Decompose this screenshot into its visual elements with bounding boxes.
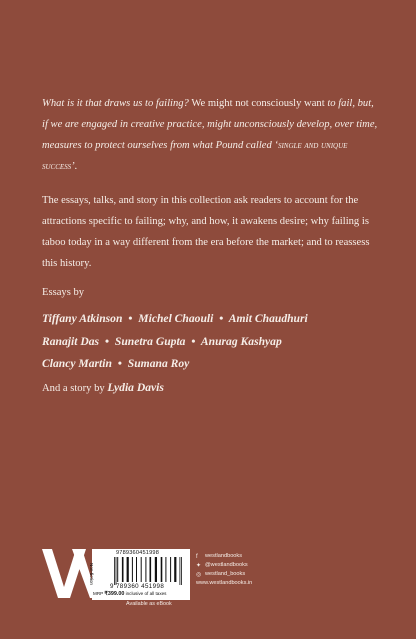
category-label: Non-fiction — [89, 563, 94, 585]
blurb-text-1: We might not consciously want — [191, 98, 325, 109]
author-separator: • — [117, 357, 122, 370]
barcode-bar — [127, 557, 129, 582]
mrp-note: inclusive of all taxes — [125, 591, 167, 596]
blurb-text-2: to fail, but, if we are engaged in creative practice, might unconsciously develop, over time, measures to protect ourselves from what Pound called — [42, 98, 378, 151]
essays-by-label: Essays by — [42, 287, 85, 298]
author-separator: • — [128, 312, 133, 325]
twitter-icon: ✦ — [196, 562, 202, 569]
barcode-bar — [155, 557, 157, 582]
blurb-paragraph-2: The essays, talks, and story in this collection ask readers to account for the attractions specific to failing; why, and how, it awakens desire; why failing is taboo today in a way different from the era before the market; and to reassess this history. — [42, 195, 370, 269]
social-handle: westland_books — [205, 571, 246, 577]
author-list — [42, 308, 392, 376]
barcode-bar — [180, 557, 181, 585]
facebook-icon: f — [196, 553, 198, 560]
story-credit — [42, 381, 164, 394]
barcode-bar — [141, 557, 142, 582]
social-handle: westlandbooks — [205, 553, 243, 559]
isbn-bottom-text: 9 789360 451998 — [110, 583, 165, 590]
author-name: Sunetra Gupta — [114, 334, 186, 348]
author-separator: • — [191, 334, 196, 348]
author-separator: • — [104, 334, 109, 348]
social-handle: @westlandbooks — [205, 562, 248, 568]
barcode-bar — [117, 557, 118, 582]
social-links — [196, 552, 252, 588]
barcode-bar — [132, 557, 133, 582]
blurb-quote: ‘single and unique success’. — [42, 140, 348, 172]
ebook-note: Available as eBook — [126, 601, 172, 607]
barcode-bar — [170, 557, 171, 582]
barcode-bar — [116, 557, 117, 585]
author-name: Tiffany Atkinson — [42, 312, 123, 325]
barcode-bar — [136, 557, 137, 582]
author-name: Michel Chaouli — [138, 312, 214, 325]
social-facebook[interactable] — [196, 552, 252, 561]
barcode-bar — [114, 557, 115, 585]
blurb-question: What is it that draws us to failing? — [42, 98, 189, 109]
instagram-icon: ◎ — [196, 571, 202, 578]
social-twitter[interactable] — [196, 561, 252, 570]
mrp-label: MRP — [93, 591, 104, 596]
barcode-bar — [145, 557, 146, 582]
barcode-bar — [174, 557, 176, 582]
story-author: Lydia Davis — [107, 381, 164, 394]
barcode-bar — [150, 557, 152, 582]
author-name: Clancy Martin — [42, 357, 112, 370]
author-separator: • — [219, 312, 224, 325]
barcode-bar — [165, 557, 166, 582]
barcode-bar — [122, 557, 124, 582]
barcode-icon — [114, 557, 184, 585]
social-instagram[interactable] — [196, 570, 252, 579]
author-name: Anurag Kashyap — [200, 334, 282, 348]
barcode-bar — [161, 557, 163, 582]
website-link: www.westlandbooks.in — [196, 580, 253, 586]
mrp-value: ₹399.00 — [104, 591, 125, 597]
barcode-bar — [181, 557, 182, 585]
author-name: Amit Chaudhuri — [228, 312, 308, 325]
mrp-line — [93, 591, 166, 597]
isbn-top-text: 9789360451998 — [116, 550, 160, 556]
blurb-paragraph-1 — [42, 93, 382, 177]
social-web[interactable] — [196, 579, 252, 588]
author-name: Sumana Roy — [127, 357, 190, 370]
story-label: And a story by — [42, 383, 105, 394]
author-name: Ranajit Das — [42, 334, 100, 348]
